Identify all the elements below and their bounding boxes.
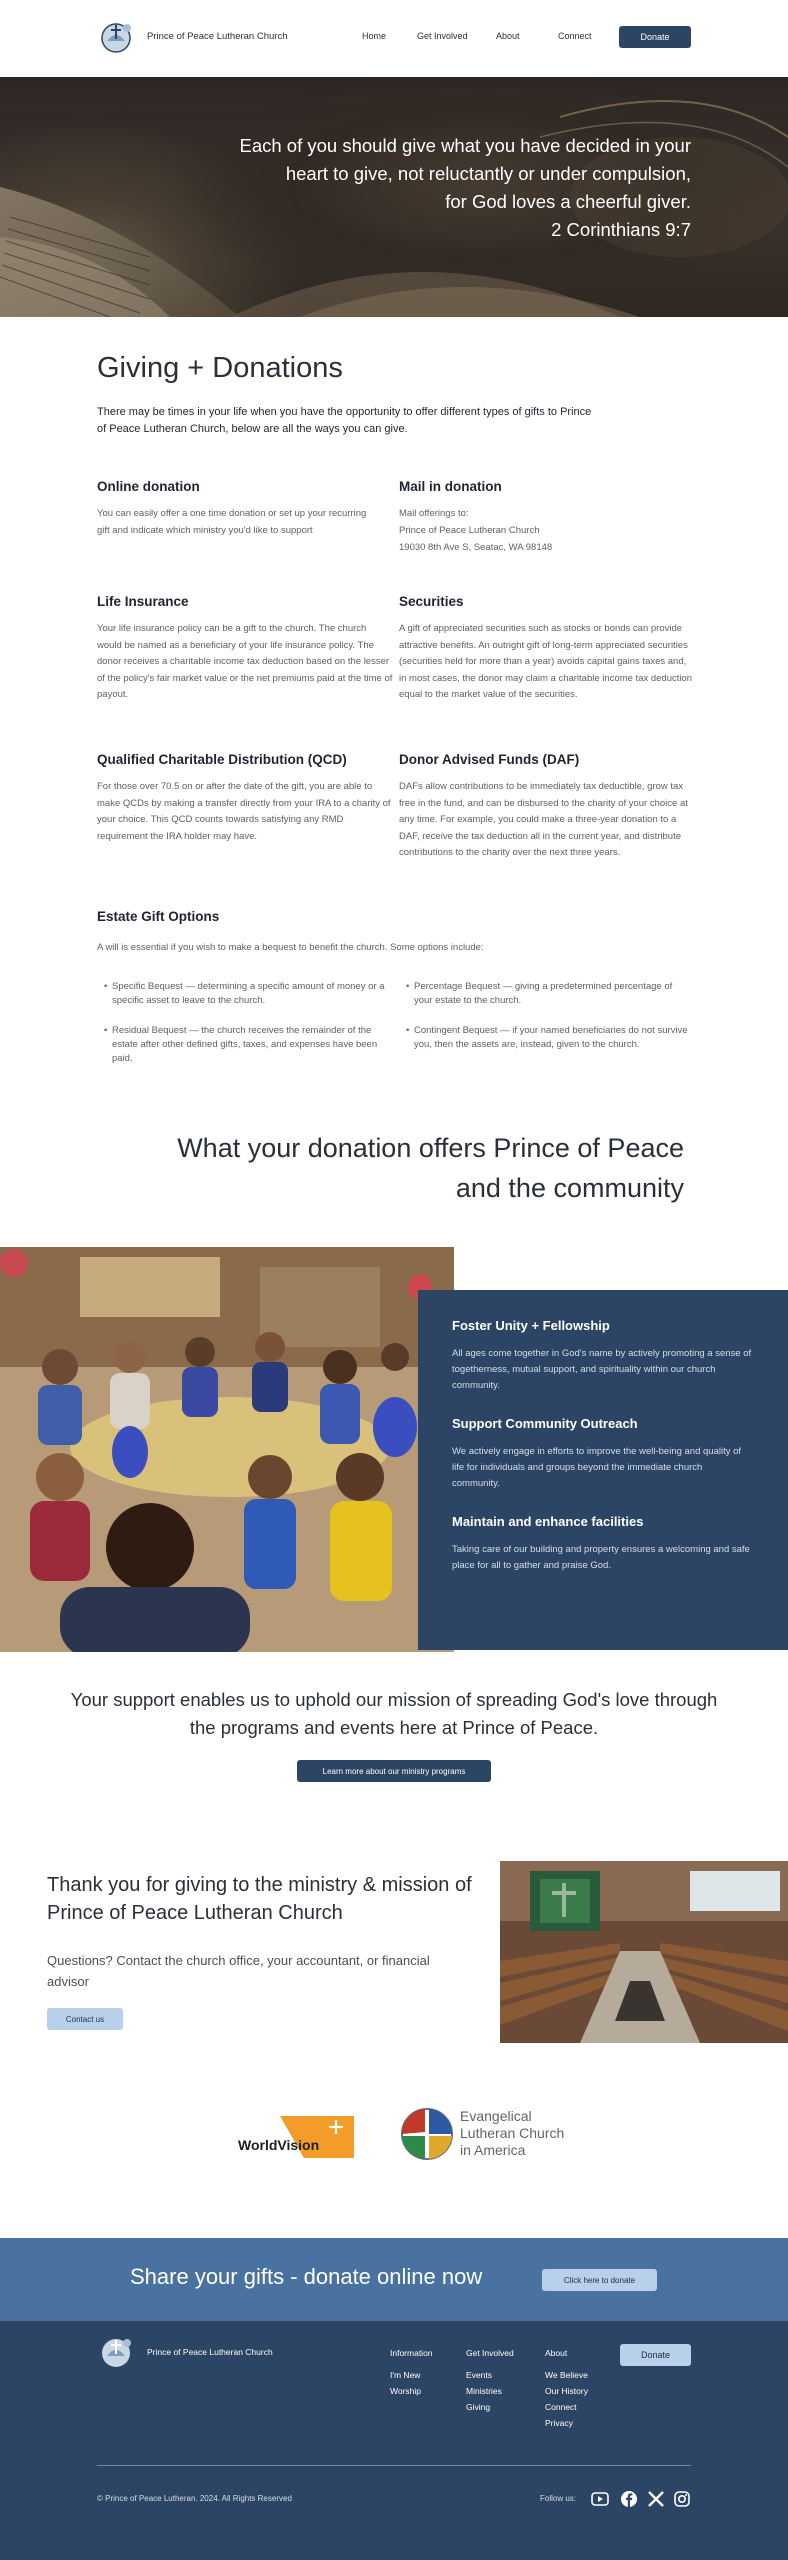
offer-heading-facilities: Maintain and enhance facilities <box>452 1514 644 1529</box>
nav-connect[interactable]: Connect <box>558 31 592 41</box>
footer-link-im-new[interactable]: I'm New <box>390 2370 421 2380</box>
questions-text: Questions? Contact the church office, your accountant, or financial advisor <box>47 1953 430 1989</box>
mail-line-1: Mail offerings to: <box>399 508 469 519</box>
footer-brand[interactable]: Prince of Peace Lutheran Church <box>147 2347 273 2357</box>
hero-banner <box>0 77 788 317</box>
offers-heading-line-2: and the community <box>455 1173 684 1203</box>
footer-get-involved-heading: Get Involved <box>466 2348 514 2358</box>
nav-home[interactable]: Home <box>362 31 387 41</box>
life-insurance-heading: Life Insurance <box>97 594 189 609</box>
header-donate-button[interactable]: Donate <box>619 26 691 48</box>
mail-donation-heading: Mail in donation <box>399 479 502 494</box>
estate-text: A will is essential if you wish to make a bequest to benefit the church. Some options include: <box>97 942 484 953</box>
ministry-programs-button[interactable]: Learn more about our ministry programs <box>297 1760 491 1782</box>
footer-information-heading: Information <box>390 2348 433 2358</box>
footer-divider <box>97 2465 691 2466</box>
footer-donate-button[interactable]: Donate <box>620 2344 691 2366</box>
hero-quote-line-1: Each of you should give what you have decided in your <box>239 135 691 156</box>
footer-link-we-believe[interactable]: We Believe <box>545 2370 588 2380</box>
intro-text: There may be times in your life when you have the opportunity to offer different types of gifts to Prince of Peace Lutheran Church, below are all the ways you can give. <box>97 406 592 435</box>
securities-text: A gift of appreciated securities such as stocks or bonds can provide attractive benefits. An outright gift of long-term appreciated securities (securities held for more than a year) avoids capital gains taxes and, in most cases, the donor may claim a charitable income tax deduction equal to the market value of the securities. <box>399 623 693 700</box>
securities-heading: Securities <box>399 594 464 609</box>
church-sanctuary-photo <box>500 1861 788 2043</box>
brand-name[interactable]: Prince of Peace Lutheran Church <box>147 31 288 42</box>
elca-cross-logo[interactable] <box>400 2106 460 2162</box>
facebook-icon[interactable] <box>620 2490 638 2508</box>
x-twitter-icon[interactable] <box>647 2490 665 2508</box>
mail-line-2: Prince of Peace Lutheran Church <box>399 525 540 536</box>
follow-us-label: Follow us: <box>540 2494 577 2503</box>
offer-text-outreach: We actively engage in efforts to improve the well-being and quality of life for individuals and groups beyond the immediate church community. <box>452 1446 742 1489</box>
footer-link-events[interactable]: Events <box>466 2370 492 2380</box>
offer-heading-unity: Foster Unity + Fellowship <box>452 1318 610 1333</box>
world-vision-wordmark: WorldVision <box>238 2137 320 2153</box>
youth-group-photo <box>0 1247 454 1652</box>
online-donation-text: You can easily offer a one time donation or set up your recurring gift and indicate which ministry you'd like to support <box>97 508 367 536</box>
footer-link-connect[interactable]: Connect <box>545 2402 577 2412</box>
youtube-icon[interactable] <box>591 2490 609 2508</box>
page-title: Giving + Donations <box>97 352 343 384</box>
online-donation-heading: Online donation <box>97 479 200 494</box>
footer-church-logo[interactable] <box>99 2335 135 2369</box>
donate-banner <box>0 2238 788 2321</box>
life-insurance-text: Your life insurance policy can be a gift to the church. The church would be named as a beneficiary of your life insurance policy. The donor receives a charitable income tax deduction based on the lesser of the policy's fair market value or the net premiums paid at the time of payout. <box>97 623 393 700</box>
bullet-contingent-bequest: • Contingent Bequest — if your named beneficiaries do not survive you, then the assets are, instead, given to the church. <box>406 1025 688 1050</box>
nav-about[interactable]: About <box>496 31 520 41</box>
banner-text: Share your gifts - donate online now <box>130 2264 483 2289</box>
banner-donate-button[interactable]: Click here to donate <box>542 2269 657 2291</box>
nav-get-involved[interactable]: Get Involved <box>417 31 468 41</box>
thanks-heading: Thank you for giving to the ministry & mission of Prince of Peace Lutheran Church <box>47 1874 472 1924</box>
footer-link-ministries[interactable]: Ministries <box>466 2386 502 2396</box>
site-header <box>0 0 788 77</box>
elca-name-line-3: in America <box>460 2142 526 2158</box>
contact-us-button[interactable]: Contact us <box>47 2008 123 2030</box>
elca-name-line-1: Evangelical <box>460 2108 532 2124</box>
qcd-text: For those over 70.5 on or after the date of the gift, you are able to make QCDs by making a transfer directly from your IRA to a charity of your choice. This QCD counts towards satisfying any RMD requirement the IRA holder may have. <box>97 781 391 842</box>
instagram-icon[interactable] <box>673 2490 691 2508</box>
footer-link-worship[interactable]: Worship <box>390 2386 422 2396</box>
footer-link-our-history[interactable]: Our History <box>545 2386 588 2396</box>
church-logo[interactable] <box>99 21 135 53</box>
offers-heading-line-1: What your donation offers Prince of Peace <box>177 1133 684 1163</box>
copyright-text: © Prince of Peace Lutheran. 2024. All Rights Reserved <box>97 2494 292 2503</box>
footer-link-privacy[interactable]: Privacy <box>545 2418 573 2428</box>
footer-link-giving[interactable]: Giving <box>466 2402 491 2412</box>
offer-heading-outreach: Support Community Outreach <box>452 1416 638 1431</box>
offer-text-facilities: Taking care of our building and property ensures a welcoming and safe place for all to gather and praise God. <box>452 1544 750 1571</box>
offer-text-unity: All ages come together in God's name by actively promoting a sense of togetherness, mutual support, and spirituality within our church community. <box>452 1348 752 1391</box>
bullet-specific-bequest: • Specific Bequest — determining a specific amount of money or a specific asset to leave to the church. <box>104 981 385 1006</box>
qcd-heading: Qualified Charitable Distribution (QCD) <box>97 752 347 767</box>
daf-heading: Donor Advised Funds (DAF) <box>399 752 580 767</box>
hero-quote-reference: 2 Corinthians 9:7 <box>551 219 691 240</box>
hero-quote-line-3: for God loves a cheerful giver. <box>445 191 691 212</box>
hero-quote-line-2: heart to give, not reluctantly or under compulsion, <box>285 163 691 184</box>
mission-text: Your support enables us to uphold our mission of spreading God's love through the programs and events here at Prince of Peace. <box>70 1689 718 1738</box>
mail-address: 19030 8th Ave S, Seatac, WA 98148 <box>399 542 553 553</box>
world-vision-logo[interactable] <box>236 2110 356 2162</box>
footer-about-heading: About <box>545 2348 568 2358</box>
elca-name-line-2: Lutheran Church <box>460 2125 565 2141</box>
bullet-percentage-bequest: • Percentage Bequest — giving a predetermined percentage of your estate to the church. <box>406 981 673 1006</box>
bullet-residual-bequest: • Residual Bequest — the church receives the remainder of the estate after other defined gifts, taxes, and expenses have been paid. <box>104 1025 378 1064</box>
estate-heading: Estate Gift Options <box>97 909 220 924</box>
daf-text: DAFs allow contributions to be immediately tax deductible, grow tax free in the fund, and can be disbursed to the charity of your choice at any time. For example, you could make a three-year donation to a DAF, receive the tax deduction all in the current year, and distribute contributions to the charity over the next three years. <box>399 781 688 858</box>
